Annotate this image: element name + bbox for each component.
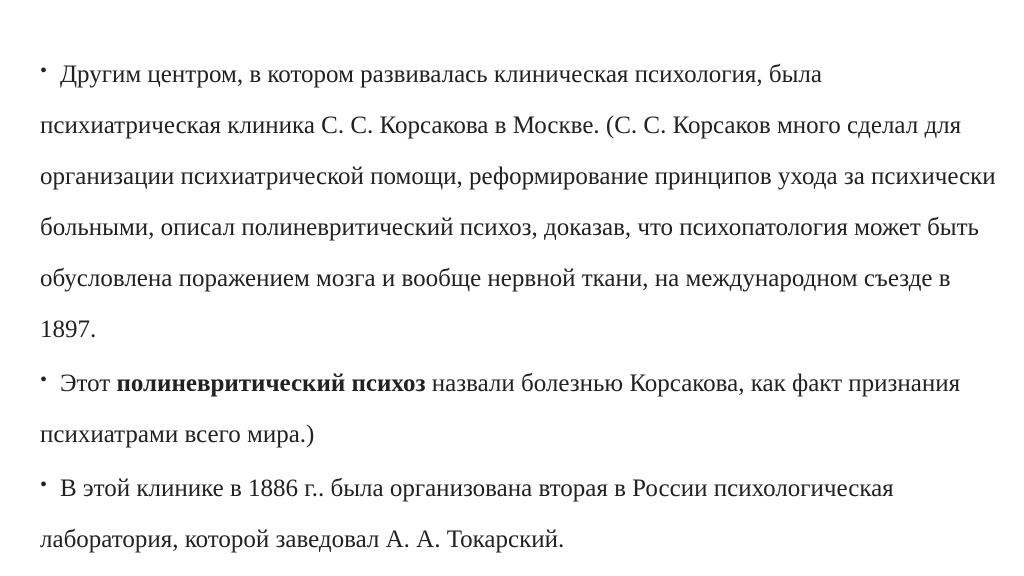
paragraph-text-post: назвали болезнью Корсакова, как факт признания психиатрами всего мира.) bbox=[40, 370, 961, 448]
paragraph-text-bold-term: полиневритический психоз bbox=[116, 370, 426, 397]
bullet-paragraph-korsakov-disease bbox=[40, 355, 1000, 460]
paragraph-text: В этой клинике в 1886 г.. была организована вторая в России психологическая лаборатория, которой заведовал А. А. Токарский. bbox=[40, 475, 894, 553]
bullet-paragraph-korsakov-clinic bbox=[40, 46, 1000, 355]
paragraph-text: Другим центром, в котором развивалась клиническая психология, была психиатрическая клиника С. С. Корсакова в Москве. (С. С. Корсаков много сделал для организации психиатрической помощи, реформирование принципов ухода за психически больными, описал полиневритический психоз, доказав, что психопатология может быть обусловлена поражением мозга и вообще нервной ткани, на международном съезде в 1897. bbox=[40, 61, 996, 343]
paragraph-text-pre: Этот bbox=[60, 370, 117, 397]
bullet-icon: • bbox=[40, 60, 48, 82]
bullet-paragraph-psych-lab bbox=[40, 460, 1000, 565]
bullet-icon: • bbox=[40, 474, 48, 496]
bullet-icon: • bbox=[40, 369, 48, 391]
slide-body bbox=[40, 46, 1000, 565]
